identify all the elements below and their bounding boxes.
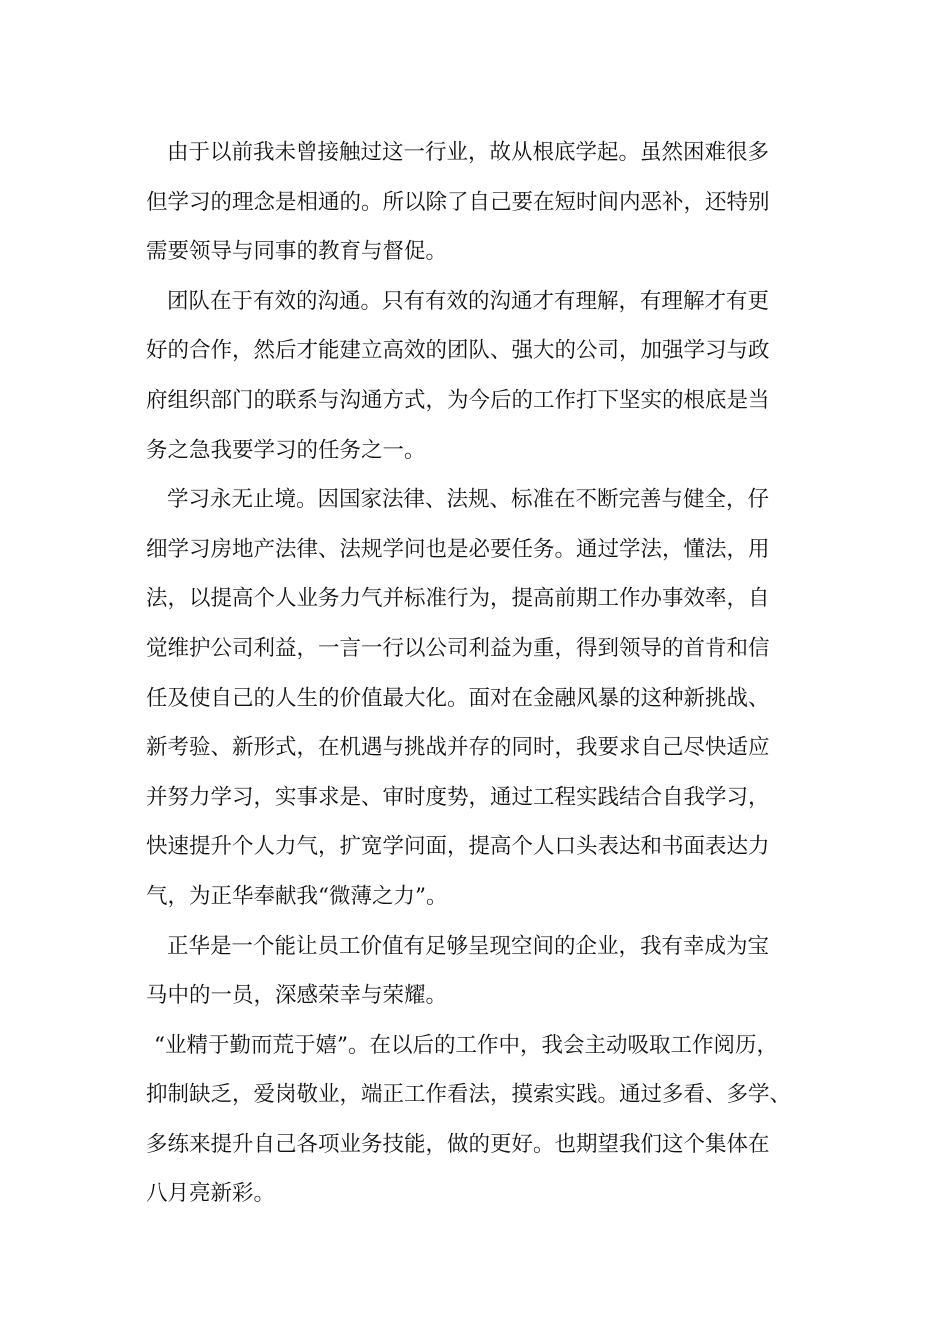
paragraph-3 xyxy=(146,475,810,921)
paragraph-line: 需要领导与同事的教育与督促。 xyxy=(146,239,448,265)
paragraph-line: 但学习的理念是相通的。所以除了自己要在短时间内恶补，还特别 xyxy=(146,189,770,215)
paragraph-line: 学习永无止境。因国家法律、法规、标准在不断完善与健全，仔 xyxy=(167,487,770,513)
paragraph-5 xyxy=(146,1021,810,1219)
paragraph-line: 新考验、新形式，在机遇与挑战并存的同时，我要求自己尽快适应 xyxy=(146,735,770,761)
paragraph-line: 细学习房地产法律、法规学问也是必要任务。通过学法，懂法，用 xyxy=(146,536,770,562)
paragraph-line: 抑制缺乏，爱岗敬业，端正工作看法，摸索实践。通过多看、多学、 xyxy=(146,1082,792,1108)
paragraph-line: 好的合作，然后才能建立高效的团队、强大的公司，加强学习与政 xyxy=(146,338,770,364)
paragraph-line: 马中的一员，深感荣幸与荣耀。 xyxy=(146,983,448,1009)
paragraph-line: 务之急我要学习的任务之一。 xyxy=(146,437,426,463)
paragraph-line: 多练来提升自己各项业务技能，做的更好。也期望我们这个集体在 xyxy=(146,1131,770,1157)
paragraph-line: 气，为正华奉献我“微薄之力”。 xyxy=(146,883,448,909)
paragraph-1 xyxy=(146,128,810,277)
paragraph-line: 正华是一个能让员工价值有足够呈现空间的企业，我有幸成为宝 xyxy=(167,933,770,959)
paragraph-line: 府组织部门的联系与沟通方式，为今后的工作打下坚实的根底是当 xyxy=(146,387,770,413)
paragraph-line: 并努力学习，实事求是、审时度势，通过工程实践结合自我学习， xyxy=(146,784,770,810)
paragraph-2 xyxy=(146,277,810,475)
paragraph-4 xyxy=(146,922,810,1021)
paragraph-line: 由于以前我未曾接触过这一行业，故从根底学起。虽然困难很多 xyxy=(167,140,770,165)
paragraph-line: 觉维护公司利益，一言一行以公司利益为重，得到领导的首肯和信 xyxy=(146,635,770,661)
document-body xyxy=(146,128,810,1219)
paragraph-line: “业精于勤而荒于嬉”。在以后的工作中，我会主动吸取工作阅历， xyxy=(154,1032,778,1058)
paragraph-line: 团队在于有效的沟通。只有有效的沟通才有理解，有理解才有更 xyxy=(167,288,770,314)
paragraph-line: 法，以提高个人业务力气并标准行为，提高前期工作办事效率，自 xyxy=(146,586,770,612)
paragraph-line: 八月亮新彩。 xyxy=(146,1181,276,1207)
paragraph-line: 任及使自己的人生的价值最大化。面对在金融风暴的这种新挑战、 xyxy=(146,685,770,711)
paragraph-line: 快速提升个人力气，扩宽学问面，提高个人口头表达和书面表达力 xyxy=(146,834,770,860)
